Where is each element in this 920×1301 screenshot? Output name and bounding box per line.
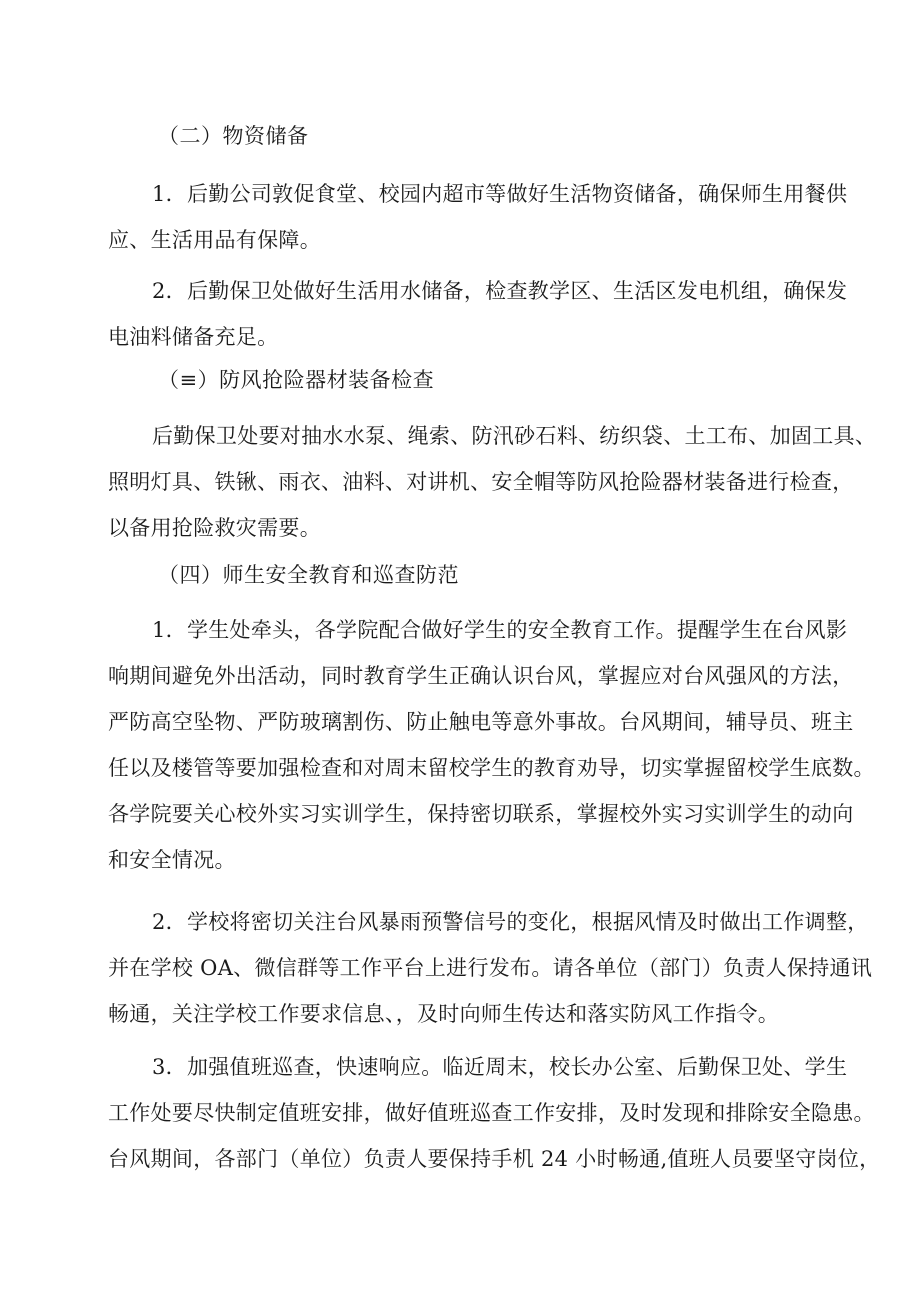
paragraph-line: 畅通，关注学校工作要求信息、，及时向师生传达和落实防风工作指令。 xyxy=(108,1002,780,1026)
paragraph-line: 1．后勤公司敦促食堂、校园内超市等做好生活物资储备，确保师生用餐供 xyxy=(152,182,848,206)
paragraph-duty-patrol xyxy=(108,1044,881,1182)
paragraph-line: 照明灯具、铁锹、雨衣、油料、对讲机、安全帽等防风抢险器材装备进行检查， xyxy=(108,470,854,494)
paragraph-line: 后勤保卫处要对抽水水泵、绳索、防汛砂石料、纺织袋、土工布、加固工具、 xyxy=(152,424,877,448)
paragraph-line: 应、生活用品有保障。 xyxy=(108,228,321,252)
paragraph-line: 3．加强值班巡查，快速响应。临近周末，校长办公室、后勤保卫处、学生 xyxy=(152,1055,848,1079)
paragraph-line: 任以及楼管等要加强检查和对周末留校学生的教育劝导，切实掌握留校学生底数。 xyxy=(108,756,875,780)
paragraph-line: 2．后勤保卫处做好生活用水储备，检查教学区、生活区发电机组，确保发 xyxy=(152,279,848,303)
paragraph-equipment-list xyxy=(108,413,877,551)
paragraph-line: 各学院要关心校外实习实训学生，保持密切联系，掌握校外实习实训学生的动向 xyxy=(108,802,854,826)
paragraph-canteen-supplies xyxy=(108,171,848,263)
paragraph-line: 工作处要尽快制定值班安排，做好值班巡查工作安排，及时发现和排除安全隐患。 xyxy=(108,1101,875,1125)
paragraph-line: 电油料储备充足。 xyxy=(108,325,279,349)
paragraph-student-safety-education xyxy=(108,607,875,883)
paragraph-warning-signals xyxy=(108,899,873,1037)
paragraph-line: 并在学校 OA、微信群等工作平台上进行发布。请各单位（部门）负责人保持通讯 xyxy=(108,956,873,980)
section-heading-material-reserve: （二）物资储备 xyxy=(158,124,309,148)
section-heading-safety-education: （四）师生安全教育和巡查防范 xyxy=(158,563,459,587)
paragraph-line: 台风期间，各部门（单位）负责人要保持手机 24 小时畅通,值班人员要坚守岗位， xyxy=(108,1147,881,1171)
paragraph-water-generator xyxy=(108,268,848,360)
paragraph-line: 2．学校将密切关注台风暴雨预警信号的变化，根据风情及时做出工作调整， xyxy=(152,910,869,934)
paragraph-line: 和安全情况。 xyxy=(108,848,236,872)
paragraph-line: 响期间避免外出活动，同时教育学生正确认识台风，掌握应对台风强风的方法， xyxy=(108,664,854,688)
paragraph-line: 以备用抢险救灾需要。 xyxy=(108,516,321,540)
paragraph-line: 1．学生处牵头，各学院配合做好学生的安全教育工作。提醒学生在台风影 xyxy=(152,618,848,642)
section-heading-equipment-check: （≡）防风抢险器材装备检查 xyxy=(158,368,435,392)
paragraph-line: 严防高空坠物、严防玻璃割伤、防止触电等意外事故。台风期间，辅导员、班主 xyxy=(108,710,854,734)
